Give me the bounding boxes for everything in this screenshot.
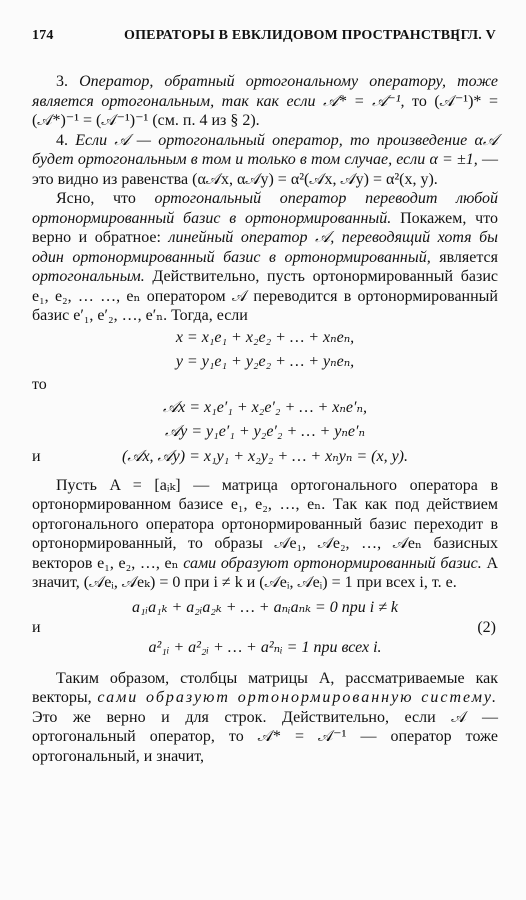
equation-2-line1: [32, 595, 498, 621]
equation-2-line2: [32, 635, 498, 661]
formula-inner-product: (𝒜x, 𝒜y) = x₁y₁ + x₂y₂ + … + xₙyₙ = (x, y).: [121, 447, 409, 465]
paragraph-property-3: [32, 72, 498, 131]
equation-number: (2): [477, 618, 496, 636]
equation-normalization: a²₁ᵢ + a²₂ᵢ + … + a²ₙᵢ = 1 при всех i.: [148, 638, 382, 656]
formula-ay-expansion: 𝒜y = y₁e′₁ + y₂e′₂ + … + yₙe′ₙ: [165, 422, 365, 440]
text-run: Покажем, что верно и обратное:: [32, 209, 498, 246]
chapter-label: [ГЛ. V: [455, 28, 496, 43]
text-run: Ясно, что: [56, 190, 155, 207]
statement-rest: то (𝒜⁻¹)* = (𝒜*)⁻¹ = (𝒜⁻¹)⁻¹ (см. п. 4 из § 2).: [32, 92, 498, 129]
label-i-eq2: и: [32, 618, 41, 636]
formula-ax-expansion: 𝒜x = x₁e′₁ + x₂e′₂ + … + xₙe′ₙ,: [163, 398, 367, 416]
page-number: 174: [32, 28, 54, 43]
statement-italic: Оператор, обратный ортогональному оператору, тоже является ортогональным, так как если 𝒜* = 𝒜⁻¹,: [32, 73, 498, 110]
paragraph-basis-claim: [32, 189, 498, 326]
italic-run: ортогональным.: [32, 268, 145, 285]
running-title: ОПЕРАТОРЫ В ЕВКЛИДОВОМ ПРОСТРАНСТВЕ: [124, 28, 460, 43]
italic-run: сами образуют ортонормированный базис.: [183, 554, 482, 572]
page-body: [32, 72, 498, 766]
text-run: Пусть A = [aᵢₖ] — матрица ортогонального оператора в ортонормированном базисе e₁, e₂, …, eₙ. Так как под действием ортогонального оператора ортонормированный базис переходит в ортонормированный, то образы 𝒜e₁, 𝒜e₂, …, 𝒜eₙ базисных векторов e₁, e₂, …, eₙ: [32, 476, 498, 572]
paragraph-matrix: [32, 476, 498, 593]
label-to: то: [32, 375, 47, 393]
formula-x-expansion: x = x₁e₁ + x₂e₂ + … + xₙeₙ,: [175, 328, 355, 346]
italic-run: линейный оператор 𝒜, переводящий хотя бы один ортонормированный базис в ортонормированный,: [32, 229, 498, 266]
paragraph-property-4: [32, 131, 498, 190]
paragraph-columns: [32, 669, 498, 767]
running-header: [32, 28, 496, 46]
text-run: Действительно, пусть ортонормированный базис e₁, e₂, … …, eₙ оператором 𝒜 переводится в ортонормированный базис e′₁, e′₂, …, e′ₙ. Тогда, если: [32, 268, 498, 324]
equation-orthogonality: a₁ᵢa₁ₖ + a₂ᵢa₂ₖ + … + aₙᵢaₙₖ = 0 при i ≠ k: [131, 598, 399, 616]
italic-run: ортогональный оператор переводит любой ортонормированный базис в ортонормированный.: [32, 190, 498, 227]
statement-rest: — это видно из равенства (α𝒜x, α𝒜y) = α²(𝒜x, 𝒜y) = α²(x, y).: [32, 151, 499, 188]
text-run: Таким образом, столбцы матрицы A, рассматриваемые как векторы,: [32, 669, 498, 706]
equation-2-label-row: [32, 618, 498, 636]
item-number: 3.: [56, 73, 80, 90]
item-number: 4.: [56, 131, 76, 149]
label-i: и: [32, 447, 41, 465]
text-run: Это же верно и для строк. Действительно, если 𝒜 — ортогональный оператор, то 𝒜* = 𝒜⁻¹ — оператор тоже ортогональный, и значит,: [32, 708, 498, 765]
statement-italic: Если 𝒜 — ортогональный оператор, то произведение α𝒜 будет ортогональным в том и только в том случае, если α = ±1,: [32, 131, 499, 168]
formula-inner-product-row: [32, 444, 498, 470]
text-run: А значит, (𝒜eᵢ, 𝒜eₖ) = 0 при i ≠ k и (𝒜eᵢ, 𝒜eᵢ) = 1 при всех i, т. е.: [32, 554, 499, 591]
formula-y-expansion: y = y₁e₁ + y₂e₂ + … + yₙeₙ,: [175, 352, 355, 370]
text-run: является: [430, 248, 499, 266]
spaced-italic-run: сами образуют ортонормированную систему.: [97, 689, 499, 706]
